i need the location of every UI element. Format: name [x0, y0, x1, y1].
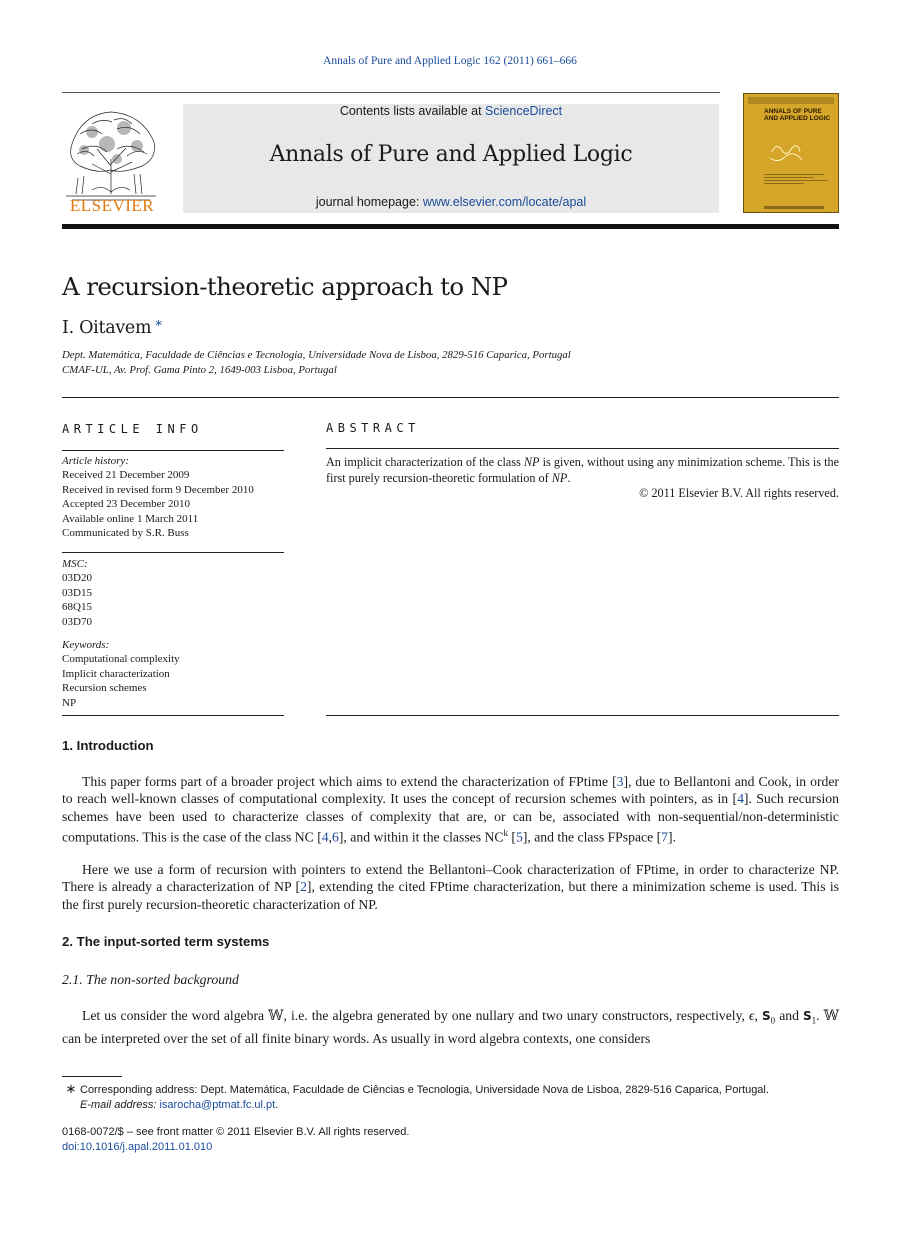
header-thick-rule	[62, 224, 839, 229]
cover-top-band	[748, 97, 834, 104]
history-item: Communicated by S.R. Buss	[62, 527, 189, 540]
keywords-label: Keywords:	[62, 639, 110, 651]
author-footnote-mark[interactable]: ∗	[154, 316, 163, 331]
ref-link[interactable]: 5	[515, 829, 523, 845]
article-info-rule-bottom	[62, 715, 284, 716]
p1-text: ,	[328, 829, 333, 845]
keywords	[62, 638, 284, 710]
journal-cover-thumbnail[interactable]	[743, 93, 839, 213]
cover-text-lines	[764, 174, 830, 186]
abstract-copyright: © 2011 Elsevier B.V. All rights reserved.	[639, 486, 839, 500]
article-info-rule-top	[62, 450, 284, 451]
cover-title: ANNALS OF PURE AND APPLIED LOGIC	[764, 108, 831, 122]
abstract-np-2: NP	[551, 471, 568, 485]
p2-text: ], extending the cited FPtime characterization, but there a minimization scheme is used. This is the first purely recursion-theoretic characterization of NP.	[62, 879, 839, 912]
journal-title: Annals of Pure and Applied Logic	[269, 142, 633, 167]
p3-text: , i.e. the algebra generated by one nullary and two unary constructors, respectively,	[283, 1008, 750, 1023]
footnote-corresponding-text: Corresponding address: Dept. Matemática, Faculdade de Ciências e Tecnologia, Universidade Nova de Lisboa, 2829-516 Caparica, Portugal.	[80, 1084, 769, 1096]
ref-link[interactable]: 7	[661, 829, 669, 845]
ref-link[interactable]: 4	[321, 829, 329, 845]
author-name: I. Oitavem	[62, 318, 152, 338]
p1-text: This paper forms part of a broader project which aims to extend the characterization of FPtime [	[82, 774, 617, 789]
header-divider	[62, 92, 720, 93]
p3-text: Let us consider the word algebra	[82, 1008, 269, 1023]
email-end: .	[275, 1099, 279, 1111]
ref-link[interactable]: 4	[737, 791, 744, 807]
history-label: Article history:	[62, 455, 129, 467]
p3-symbol-w: 𝕎	[268, 1008, 284, 1023]
footnote-email	[80, 1097, 278, 1113]
elsevier-wordmark[interactable]: ELSEVIER	[69, 196, 155, 215]
abstract-heading: ABSTRACT	[326, 421, 420, 435]
journal-citation[interactable]	[0, 55, 900, 67]
history-item: Available online 1 March 2011	[62, 512, 199, 525]
article-info-rule-mid1	[62, 552, 284, 553]
history-item: Accepted 23 December 2010	[62, 498, 190, 511]
ref-link[interactable]: 6	[332, 829, 339, 845]
p3-text: ,	[754, 1008, 763, 1023]
doi-link[interactable]: doi:10.1016/j.apal.2011.01.010	[62, 1141, 213, 1153]
homepage-link[interactable]: www.elsevier.com/locate/apal	[422, 195, 587, 209]
ref-link[interactable]: 3	[616, 774, 624, 789]
msc-codes	[62, 557, 284, 629]
history-item: Received 21 December 2009	[62, 469, 190, 482]
p3-text: and	[775, 1008, 804, 1023]
abstract-rule-bottom	[326, 715, 839, 716]
p1-text: ], and within it the classes NC	[338, 829, 504, 845]
msc-item: 03D15	[62, 586, 92, 599]
p3-subscript: 0	[770, 1015, 776, 1026]
front-matter: 0168-0072/$ – see front matter © 2011 Elsevier B.V. All rights reserved.	[62, 1126, 410, 1138]
p3-symbol-epsilon: ϵ	[749, 1008, 755, 1023]
msc-item: 03D70	[62, 615, 92, 628]
history-item: Received in revised form 9 December 2010	[62, 483, 254, 496]
abstract-rule-top	[326, 448, 839, 449]
email-label: E-mail address:	[80, 1099, 160, 1111]
author-line	[62, 316, 163, 338]
msc-item: 03D20	[62, 572, 92, 585]
p1-text: ], due to Bellantoni and Cook, in order to reach well-known classes of computational complexity. It uses the concept of recursion schemes with pointers, as in [	[62, 774, 839, 807]
cover-bottom-band	[764, 206, 824, 209]
p3-subscript: 1	[811, 1015, 817, 1026]
p1-text: ], and the class FPspace [	[522, 829, 662, 845]
abstract-text	[326, 454, 839, 486]
abstract-s1: An implicit characterization of the class	[326, 455, 524, 469]
journal-banner	[183, 104, 719, 213]
doi-line	[62, 1139, 212, 1155]
intro-paragraph-2	[62, 861, 839, 913]
keyword-item: Computational complexity	[62, 653, 180, 666]
abstract-np-1: NP	[523, 455, 540, 469]
keyword-item: NP	[62, 696, 77, 709]
p1-text: ].	[668, 829, 676, 845]
keyword-item: Implicit characterization	[62, 667, 170, 680]
p1-text: [	[507, 829, 516, 845]
article-title: A recursion-theoretic approach to NP	[62, 272, 508, 301]
affiliation-2: CMAF-UL, Av. Prof. Gama Pinto 2, 1649-003 Lisboa, Portugal	[62, 364, 337, 376]
footnote-corresponding	[62, 1081, 769, 1098]
p3-symbol-w: 𝕎	[823, 1008, 840, 1023]
p3-symbol-s: S	[803, 1009, 812, 1023]
abstract-s3: .	[567, 471, 571, 485]
article-info-heading: ARTICLE INFO	[62, 422, 203, 436]
title-divider	[62, 397, 839, 398]
citation-link[interactable]: Annals of Pure and Applied Logic 162 (2011) 661–666	[323, 55, 577, 67]
keyword-item: Recursion schemes	[62, 682, 147, 695]
email-link[interactable]: isarocha@ptmat.fc.ul.pt	[159, 1099, 276, 1111]
intro-paragraph-1	[62, 773, 839, 846]
p3-symbol-s: S	[762, 1009, 771, 1023]
footnote-rule	[62, 1076, 122, 1077]
section-2-heading: 2. The input-sorted term systems	[62, 934, 270, 949]
affiliation-1: Dept. Matemática, Faculdade de Ciências e Tecnologia, Universidade Nova de Lisboa, 2829-516 Caparica, Portugal	[62, 349, 571, 361]
contents-availability	[183, 104, 719, 118]
homepage-prefix: journal homepage:	[315, 195, 423, 209]
section-1-heading: 1. Introduction	[62, 738, 154, 753]
abstract-s2: is given, without using any minimization scheme. This is the first purely recursion-theoretic formulation of	[326, 455, 839, 485]
msc-item: 68Q15	[62, 601, 92, 614]
p2-text: Here we use a form of recursion with pointers to extend the Bellantoni–Cook characterization of FPtime, in order to characterize NP. There is already a characterization of NP [	[62, 862, 839, 895]
footnote-star: ∗	[65, 1081, 77, 1096]
article-history	[62, 454, 284, 540]
journal-homepage	[183, 195, 719, 209]
ref-link[interactable]: 2	[300, 879, 307, 895]
subsection-2-1-heading: 2.1. The non-sorted background	[62, 972, 239, 987]
p1-text: ]. Such recursion schemes have been used to characterize classes of complexity that are, or can be, associated with non-sequential/non-deterministic computations. This is the case of the class NC [	[62, 791, 839, 845]
cover-ornament-icon	[766, 138, 806, 166]
section-2-paragraph-1	[62, 1007, 839, 1047]
p3-text: can be interpreted over the set of all finite binary words. As usually in word algebra contexts, one considers	[62, 1031, 651, 1047]
contents-prefix: Contents lists available at	[339, 104, 486, 118]
p1-superscript: k	[503, 827, 508, 838]
p3-text: .	[816, 1008, 824, 1023]
sciencedirect-link[interactable]: ScienceDirect	[485, 104, 563, 118]
msc-label: MSC:	[62, 558, 88, 570]
